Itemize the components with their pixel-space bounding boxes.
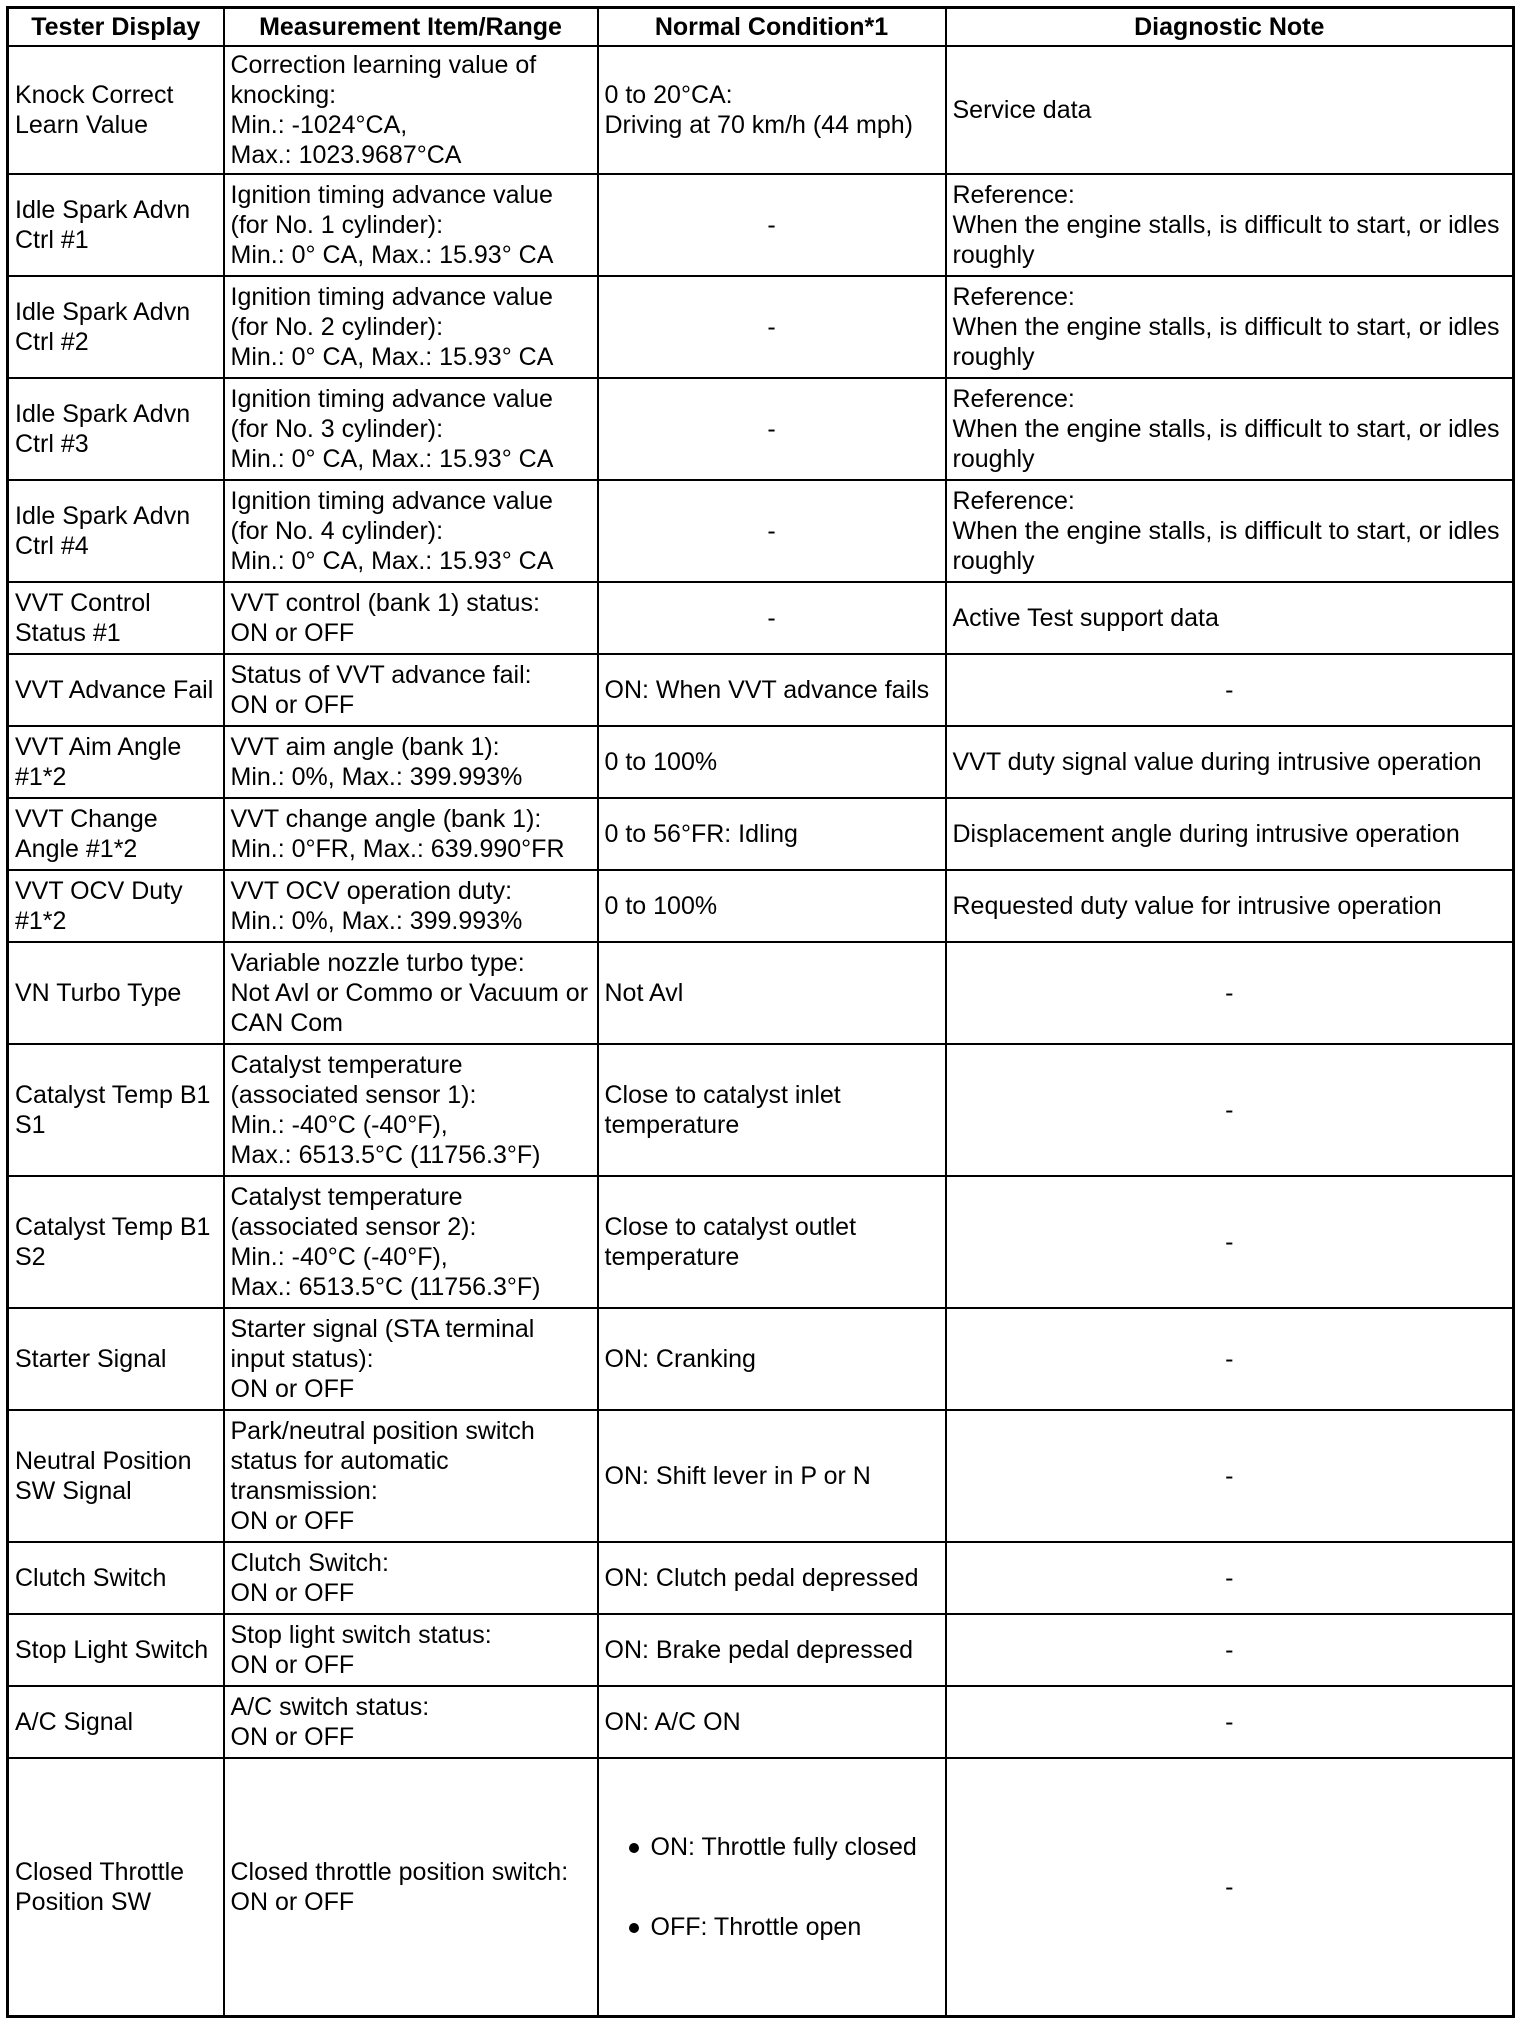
normal-condition-list bbox=[605, 1792, 939, 1982]
table-row bbox=[8, 798, 1514, 870]
header-normal-condition: Normal Condition*1 bbox=[598, 8, 946, 47]
tester-display-cell: Catalyst Temp B1 S1 bbox=[8, 1044, 224, 1176]
list-item: OFF: Throttle open bbox=[629, 1902, 939, 1952]
normal-condition-cell: ON: Clutch pedal depressed bbox=[598, 1542, 946, 1614]
list-item: ON: Throttle fully closed bbox=[629, 1822, 939, 1872]
table-row bbox=[8, 378, 1514, 480]
table-row bbox=[8, 1176, 1514, 1308]
diagnostic-note-cell: Reference: When the engine stalls, is difficult to start, or idles roughly bbox=[946, 174, 1514, 276]
tester-display-cell: Idle Spark Advn Ctrl #3 bbox=[8, 378, 224, 480]
diagnostic-note-cell: - bbox=[946, 1044, 1514, 1176]
diagnostic-note-cell: Displacement angle during intrusive operation bbox=[946, 798, 1514, 870]
diagnostic-note-cell: Reference: When the engine stalls, is difficult to start, or idles roughly bbox=[946, 276, 1514, 378]
table-row bbox=[8, 46, 1514, 174]
tester-display-cell: VVT Change Angle #1*2 bbox=[8, 798, 224, 870]
normal-condition-cell: - bbox=[598, 276, 946, 378]
diagnostic-note-cell: Service data bbox=[946, 46, 1514, 174]
normal-condition-cell: - bbox=[598, 480, 946, 582]
table-row bbox=[8, 654, 1514, 726]
table-row bbox=[8, 870, 1514, 942]
normal-condition-cell: Not Avl bbox=[598, 942, 946, 1044]
diagnostic-note-cell: - bbox=[946, 1614, 1514, 1686]
tester-display-cell: A/C Signal bbox=[8, 1686, 224, 1758]
measurement-cell: Clutch Switch: ON or OFF bbox=[224, 1542, 598, 1614]
normal-condition-cell: 0 to 56°FR: Idling bbox=[598, 798, 946, 870]
tester-display-cell: VVT Control Status #1 bbox=[8, 582, 224, 654]
normal-condition-cell: ON: Cranking bbox=[598, 1308, 946, 1410]
measurement-cell: VVT control (bank 1) status: ON or OFF bbox=[224, 582, 598, 654]
measurement-cell: Closed throttle position switch: ON or OFF bbox=[224, 1758, 598, 2017]
table-row bbox=[8, 1686, 1514, 1758]
header-measurement-item: Measurement Item/Range bbox=[224, 8, 598, 47]
table-row bbox=[8, 276, 1514, 378]
measurement-cell: Stop light switch status: ON or OFF bbox=[224, 1614, 598, 1686]
measurement-cell: Correction learning value of knocking: Min.: -1024°CA, Max.: 1023.9687°CA bbox=[224, 46, 598, 174]
table-row bbox=[8, 1410, 1514, 1542]
tester-display-cell: Stop Light Switch bbox=[8, 1614, 224, 1686]
diagnostic-note-cell: - bbox=[946, 1542, 1514, 1614]
normal-condition-cell bbox=[598, 1758, 946, 2017]
normal-condition-cell: ON: A/C ON bbox=[598, 1686, 946, 1758]
normal-condition-cell: Close to catalyst inlet temperature bbox=[598, 1044, 946, 1176]
tester-display-cell: Idle Spark Advn Ctrl #1 bbox=[8, 174, 224, 276]
tester-display-cell: Neutral Position SW Signal bbox=[8, 1410, 224, 1542]
diagnostic-note-cell: VVT duty signal value during intrusive operation bbox=[946, 726, 1514, 798]
diagnostic-note-cell: Reference: When the engine stalls, is difficult to start, or idles roughly bbox=[946, 480, 1514, 582]
measurement-cell: Catalyst temperature (associated sensor 1): Min.: -40°C (-40°F), Max.: 6513.5°C (11756.3°F) bbox=[224, 1044, 598, 1176]
normal-condition-cell: - bbox=[598, 582, 946, 654]
diagnostic-note-cell: - bbox=[946, 1686, 1514, 1758]
diagnostic-table-container bbox=[6, 6, 1515, 2018]
measurement-cell: Ignition timing advance value (for No. 4 cylinder): Min.: 0° CA, Max.: 15.93° CA bbox=[224, 480, 598, 582]
measurement-cell: Park/neutral position switch status for automatic transmission: ON or OFF bbox=[224, 1410, 598, 1542]
tester-display-cell: Idle Spark Advn Ctrl #4 bbox=[8, 480, 224, 582]
diagnostic-note-cell: - bbox=[946, 654, 1514, 726]
table-row bbox=[8, 1542, 1514, 1614]
measurement-cell: Variable nozzle turbo type: Not Avl or Commo or Vacuum or CAN Com bbox=[224, 942, 598, 1044]
normal-condition-cell: Close to catalyst outlet temperature bbox=[598, 1176, 946, 1308]
normal-condition-cell: ON: Shift lever in P or N bbox=[598, 1410, 946, 1542]
tester-display-cell: Clutch Switch bbox=[8, 1542, 224, 1614]
measurement-cell: Starter signal (STA terminal input status): ON or OFF bbox=[224, 1308, 598, 1410]
tester-display-cell: Closed Throttle Position SW bbox=[8, 1758, 224, 2017]
measurement-cell: Ignition timing advance value (for No. 1 cylinder): Min.: 0° CA, Max.: 15.93° CA bbox=[224, 174, 598, 276]
table-row bbox=[8, 1758, 1514, 2017]
diagnostic-note-cell: - bbox=[946, 1410, 1514, 1542]
diagnostic-note-cell: - bbox=[946, 1758, 1514, 2017]
table-row bbox=[8, 1614, 1514, 1686]
table-row bbox=[8, 726, 1514, 798]
normal-condition-cell: - bbox=[598, 174, 946, 276]
table-row bbox=[8, 174, 1514, 276]
measurement-cell: VVT change angle (bank 1): Min.: 0°FR, Max.: 639.990°FR bbox=[224, 798, 598, 870]
header-tester-display: Tester Display bbox=[8, 8, 224, 47]
data-list-table bbox=[6, 6, 1515, 2018]
diagnostic-note-cell: Reference: When the engine stalls, is difficult to start, or idles roughly bbox=[946, 378, 1514, 480]
tester-display-cell: VVT Aim Angle #1*2 bbox=[8, 726, 224, 798]
normal-condition-cell: 0 to 100% bbox=[598, 726, 946, 798]
header-row bbox=[8, 8, 1514, 47]
tester-display-cell: VVT Advance Fail bbox=[8, 654, 224, 726]
normal-condition-cell: 0 to 100% bbox=[598, 870, 946, 942]
diagnostic-note-cell: - bbox=[946, 1176, 1514, 1308]
table-row bbox=[8, 1044, 1514, 1176]
diagnostic-note-cell: Requested duty value for intrusive operation bbox=[946, 870, 1514, 942]
normal-condition-cell: ON: Brake pedal depressed bbox=[598, 1614, 946, 1686]
measurement-cell: Catalyst temperature (associated sensor 2): Min.: -40°C (-40°F), Max.: 6513.5°C (11756.3°F) bbox=[224, 1176, 598, 1308]
measurement-cell: Ignition timing advance value (for No. 2 cylinder): Min.: 0° CA, Max.: 15.93° CA bbox=[224, 276, 598, 378]
measurement-cell: VVT OCV operation duty: Min.: 0%, Max.: 399.993% bbox=[224, 870, 598, 942]
measurement-cell: Ignition timing advance value (for No. 3 cylinder): Min.: 0° CA, Max.: 15.93° CA bbox=[224, 378, 598, 480]
tester-display-cell: Catalyst Temp B1 S2 bbox=[8, 1176, 224, 1308]
table-row bbox=[8, 480, 1514, 582]
normal-condition-cell: 0 to 20°CA: Driving at 70 km/h (44 mph) bbox=[598, 46, 946, 174]
diagnostic-note-cell: - bbox=[946, 1308, 1514, 1410]
tester-display-cell: Knock Correct Learn Value bbox=[8, 46, 224, 174]
measurement-cell: Status of VVT advance fail: ON or OFF bbox=[224, 654, 598, 726]
tester-display-cell: Idle Spark Advn Ctrl #2 bbox=[8, 276, 224, 378]
normal-condition-cell: - bbox=[598, 378, 946, 480]
table-row bbox=[8, 1308, 1514, 1410]
tester-display-cell: Starter Signal bbox=[8, 1308, 224, 1410]
table-row bbox=[8, 942, 1514, 1044]
normal-condition-cell: ON: When VVT advance fails bbox=[598, 654, 946, 726]
measurement-cell: VVT aim angle (bank 1): Min.: 0%, Max.: 399.993% bbox=[224, 726, 598, 798]
diagnostic-note-cell: - bbox=[946, 942, 1514, 1044]
measurement-cell: A/C switch status: ON or OFF bbox=[224, 1686, 598, 1758]
tester-display-cell: VN Turbo Type bbox=[8, 942, 224, 1044]
table-row bbox=[8, 582, 1514, 654]
tester-display-cell: VVT OCV Duty #1*2 bbox=[8, 870, 224, 942]
header-diagnostic-note: Diagnostic Note bbox=[946, 8, 1514, 47]
diagnostic-note-cell: Active Test support data bbox=[946, 582, 1514, 654]
